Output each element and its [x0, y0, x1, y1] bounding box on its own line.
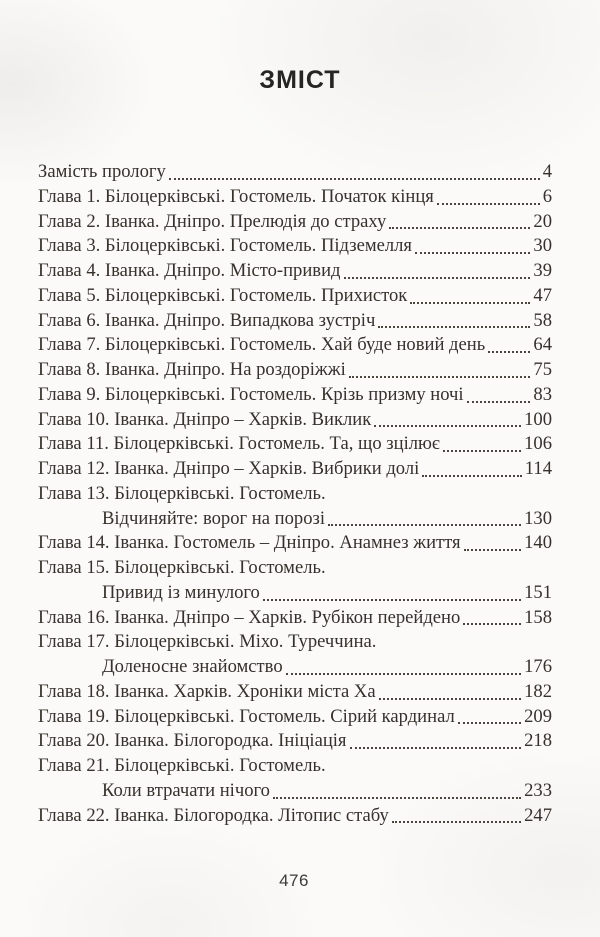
- toc-entry-label: Глава 7. Білоцерківські. Гостомель. Хай буде новий день: [38, 334, 486, 356]
- leader-dots: [350, 729, 522, 749]
- toc-entry-label: Глава 15. Білоцерківські. Гостомель.: [38, 557, 326, 578]
- leader-dots: [349, 358, 531, 378]
- leader-dots: [392, 804, 521, 824]
- toc-entry-label: Глава 18. Іванка. Харків. Хроніки міста Ха: [38, 680, 376, 702]
- toc-entry: [38, 482, 552, 507]
- toc-entry-page: 114: [524, 458, 552, 479]
- toc-entry-page: 176: [524, 656, 552, 677]
- leader-dots: [437, 185, 540, 205]
- toc-entry-label: Глава 10. Іванка. Дніпро – Харків. Виклик: [38, 408, 372, 430]
- toc-entry: [38, 531, 552, 556]
- toc-entry-page: 218: [524, 730, 552, 752]
- toc-entry: [38, 779, 552, 804]
- leader-dots: [458, 705, 521, 725]
- toc-entry-page: 20: [533, 210, 552, 232]
- toc-entry-label: Глава 12. Іванка. Дніпро – Харків. Вибрики долі: [38, 458, 420, 479]
- toc-entry-label: Глава 19. Білоцерківські. Гостомель. Сірий кардинал: [38, 705, 455, 727]
- toc-entry: [38, 581, 552, 606]
- toc-entry-page: 106: [524, 433, 552, 455]
- toc-entry-continuation: Доленосне знайомство: [102, 656, 283, 677]
- toc-entry-label: Глава 2. Іванка. Дніпро. Прелюдія до страху: [38, 210, 387, 232]
- toc-entry-page: 83: [533, 383, 552, 405]
- toc-entry: [38, 358, 552, 383]
- toc-entry: [38, 606, 552, 631]
- toc-entry-page: 151: [524, 581, 552, 603]
- toc-entry: [38, 457, 552, 482]
- toc-entry: [38, 804, 552, 829]
- toc-entry-page: 58: [533, 309, 552, 331]
- toc-entry-page: 130: [524, 507, 552, 529]
- leader-dots: [273, 779, 521, 799]
- toc-entry: [38, 432, 552, 457]
- leader-dots: [379, 680, 522, 700]
- toc-entry-label: Глава 17. Білоцерківські. Міхо. Туреччина.: [38, 631, 377, 653]
- toc-entry-label: Глава 22. Іванка. Білогородка. Літопис стабу: [38, 804, 389, 826]
- toc-entry: [38, 729, 552, 754]
- toc-entry-page: 75: [533, 359, 552, 380]
- toc-entry-label: Глава 8. Іванка. Дніпро. На роздоріжжі: [38, 359, 346, 380]
- toc-entry: [38, 507, 552, 532]
- toc-entry: [38, 333, 552, 358]
- leader-dots: [467, 383, 531, 403]
- toc-entry: [38, 556, 552, 581]
- toc-entry-page: 209: [524, 705, 552, 727]
- leader-dots: [263, 581, 521, 601]
- toc-entry: [38, 284, 552, 309]
- leader-dots: [410, 284, 530, 304]
- toc-entry-page: 6: [542, 185, 552, 207]
- page-title: ЗМІСТ: [259, 66, 341, 94]
- leader-dots: [389, 210, 530, 230]
- toc-entry-page: 30: [533, 235, 552, 257]
- toc-entry-page: 47: [533, 284, 552, 306]
- toc-entry-page: 158: [524, 606, 552, 628]
- toc-entry-label: Глава 20. Іванка. Білогородка. Ініціація: [38, 730, 347, 752]
- toc-entry: [38, 185, 552, 210]
- toc-entry-label: Глава 16. Іванка. Дніпро – Харків. Рубікон перейдено: [38, 606, 461, 628]
- leader-dots: [344, 259, 531, 279]
- toc-entry-page: 182: [524, 680, 552, 702]
- toc-entry-continuation: Відчиняйте: ворог на порозі: [102, 507, 325, 529]
- page-number: 476: [279, 871, 309, 890]
- leader-dots: [422, 457, 522, 477]
- leader-dots: [286, 655, 521, 675]
- leader-dots: [463, 606, 521, 626]
- toc-entry-label: Глава 11. Білоцерківські. Гостомель. Та, що зцілює: [38, 433, 440, 455]
- toc-entry-label: Глава 21. Білоцерківські. Гостомель.: [38, 755, 326, 776]
- toc-entry-label: Замість прологу: [38, 161, 166, 182]
- toc-entry-label: Глава 5. Білоцерківські. Гостомель. Прихисток: [38, 284, 408, 306]
- toc-entry: [38, 705, 552, 730]
- toc-entry-page: 100: [524, 408, 552, 430]
- toc-entry: [38, 234, 552, 259]
- toc: [38, 160, 552, 828]
- toc-entry-continuation: Коли втрачати нічого: [102, 779, 270, 801]
- toc-entry: [38, 680, 552, 705]
- leader-dots: [488, 333, 530, 353]
- leader-dots: [443, 432, 521, 452]
- toc-entry-page: 64: [533, 334, 552, 356]
- leader-dots: [169, 160, 540, 180]
- leader-dots: [328, 507, 521, 527]
- toc-entry-page: 4: [542, 161, 552, 182]
- toc-entry-label: Глава 6. Іванка. Дніпро. Випадкова зустріч: [38, 309, 376, 331]
- toc-entry: [38, 655, 552, 680]
- toc-entry: [38, 160, 552, 185]
- leader-dots: [378, 309, 530, 329]
- toc-entry-page: 39: [533, 260, 552, 281]
- toc-entry-page: 140: [524, 532, 552, 554]
- toc-entry: [38, 754, 552, 779]
- toc-entry-label: Глава 1. Білоцерківські. Гостомель. Початок кінця: [38, 185, 434, 207]
- toc-entry: [38, 408, 552, 433]
- leader-dots: [415, 234, 530, 254]
- toc-entry-label: Глава 13. Білоцерківські. Гостомель.: [38, 482, 326, 504]
- leader-dots: [374, 408, 521, 428]
- toc-entry-page: 247: [524, 804, 552, 826]
- toc-entry-label: Глава 14. Іванка. Гостомель – Дніпро. Анамнез життя: [38, 532, 461, 554]
- toc-entry-label: Глава 3. Білоцерківські. Гостомель. Підземелля: [38, 235, 412, 257]
- toc-entry: [38, 210, 552, 235]
- toc-entry-continuation: Привид із минулого: [102, 581, 260, 603]
- toc-entry-label: Глава 4. Іванка. Дніпро. Місто-привид: [38, 260, 341, 281]
- toc-entry: [38, 630, 552, 655]
- toc-entry-label: Глава 9. Білоцерківські. Гостомель. Крізь призму ночі: [38, 383, 464, 405]
- toc-entry: [38, 259, 552, 284]
- leader-dots: [464, 531, 522, 551]
- toc-entry: [38, 309, 552, 334]
- toc-entry: [38, 383, 552, 408]
- toc-entry-page: 233: [524, 779, 552, 801]
